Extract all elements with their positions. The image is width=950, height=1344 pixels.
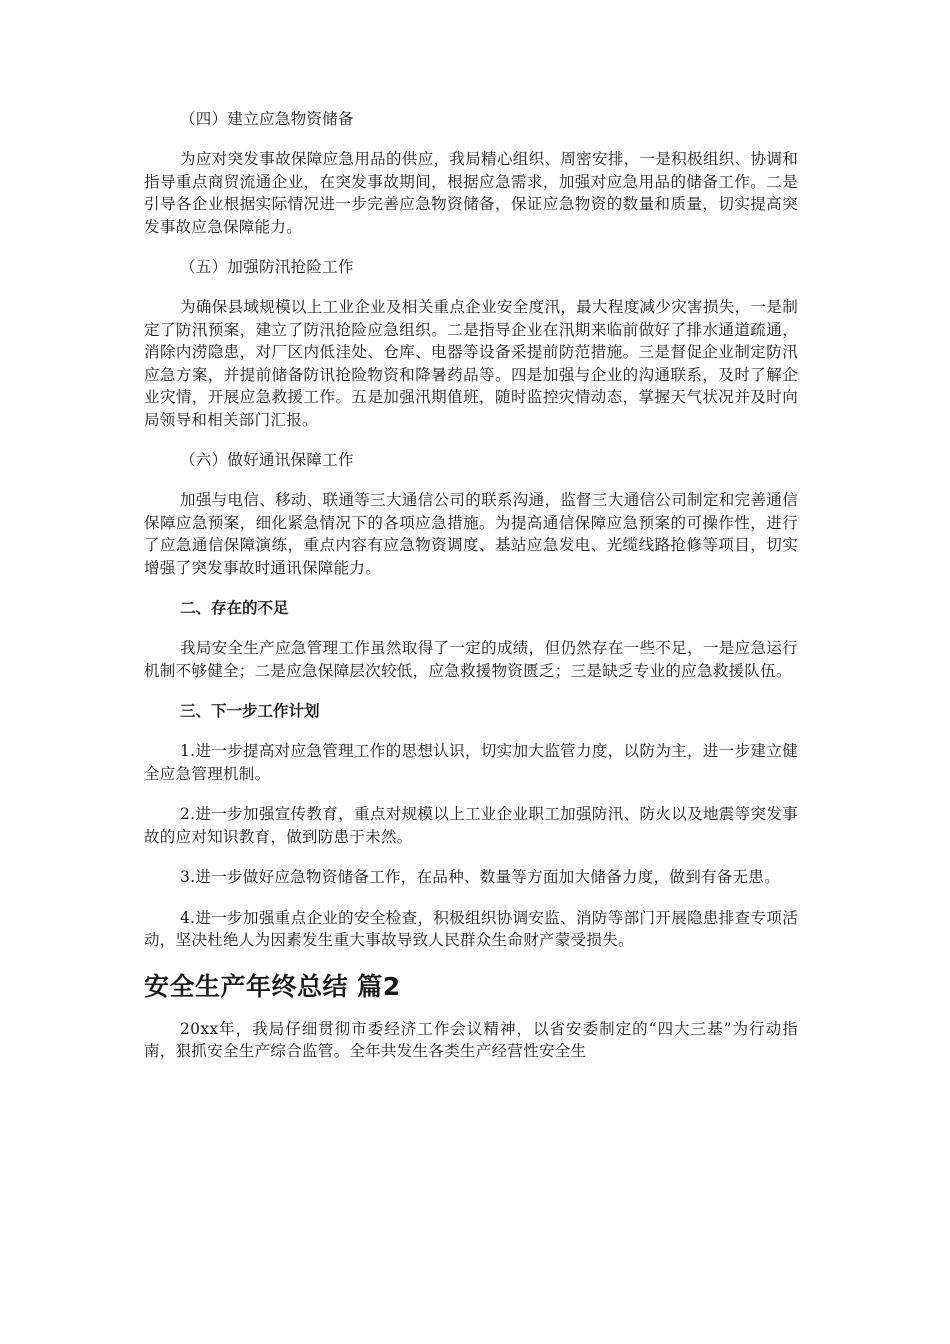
subsection-body-5: 为确保县域规模以上工业企业及相关重点企业安全度汛，最大程度减少灾害损失，一是制定了防汛预案，建立了防汛抢险应急组织。二是指导企业在汛期来临前做好了排水通道疏通，消除内涝隐患，对厂区内低洼处、仓库、电器等设备采提前防范措施。三是督促企业制定防汛应急方案，并提前储备防讯抢险物资和降暑药品等。四是加强与企业的沟通联系，及时了解企业灾情，开展应急救援工作。五是加强汛期值班，随时监控灾情动态，掌握天气状况并及时向局领导和相关部门汇报。 <box>144 298 798 429</box>
subsection-heading-6: （六）做好通讯保障工作 <box>180 451 354 469</box>
article-intro: 20xx年，我局仔细贯彻市委经济工作会议精神，以省安委制定的“四大三基”为行动指南，狠抓安全生产综合监管。全年共发生各类生产经营性安全生 <box>144 1019 798 1060</box>
subsection-body-6: 加强与电信、移动、联通等三大通信公司的联系沟通，监督三大通信公司制定和完善通信保障应急预案，细化紧急情况下的各项应急措施。为提高通信保障应急预案的可操作性，进行了应急通信保障演练，重点内容有应急物资调度、基站应急发电、光缆线路抢修等项目，切实增强了突发事故时通讯保障能力。 <box>144 491 798 577</box>
document-page <box>144 108 798 1081</box>
section-heading-plan: 三、下一步工作计划 <box>180 702 320 720</box>
plan-item: 4.进一步加强重点企业的安全检查，积极组织协调安监、消防等部门开展隐患排查专项活动，坚决杜绝人为因素发生重大事故导致人民群众生命财产蒙受损失。 <box>144 908 798 949</box>
subsection-heading-4: （四）建立应急物资储备 <box>180 110 354 128</box>
plan-item: 2.进一步加强宣传教育，重点对规模以上工业企业职工加强防汛、防火以及地震等突发事故的应对知识教育，做到防患于未然。 <box>144 805 798 846</box>
plan-item: 1.进一步提高对应急管理工作的思想认识，切实加大监管力度，以防为主，进一步建立健全应急管理机制。 <box>144 742 798 783</box>
article-title: 安全生产年终总结 篇2 <box>144 971 401 1001</box>
section-heading-shortcomings: 二、存在的不足 <box>180 599 289 617</box>
section-body-shortcomings: 我局安全生产应急管理工作虽然取得了一定的成绩，但仍然存在一些不足，一是应急运行机制不够健全；二是应急保障层次较低，应急救援物资匮乏；三是缺乏专业的应急救援队伍。 <box>144 639 798 680</box>
subsection-heading-5: （五）加强防汛抢险工作 <box>180 258 354 276</box>
subsection-body-4: 为应对突发事故保障应急用品的供应，我局精心组织、周密安排，一是积极组织、协调和指导重点商贸流通企业，在突发事故期间，根据应急需求，加强对应急用品的储备工作。二是引导各企业根据实际情况进一步完善应急物资储备，保证应急物资的数量和质量，切实提高突发事故应急保障能力。 <box>144 150 798 236</box>
plan-item: 3.进一步做好应急物资储备工作，在品种、数量等方面加大储备力度，做到有备无患。 <box>180 868 780 886</box>
